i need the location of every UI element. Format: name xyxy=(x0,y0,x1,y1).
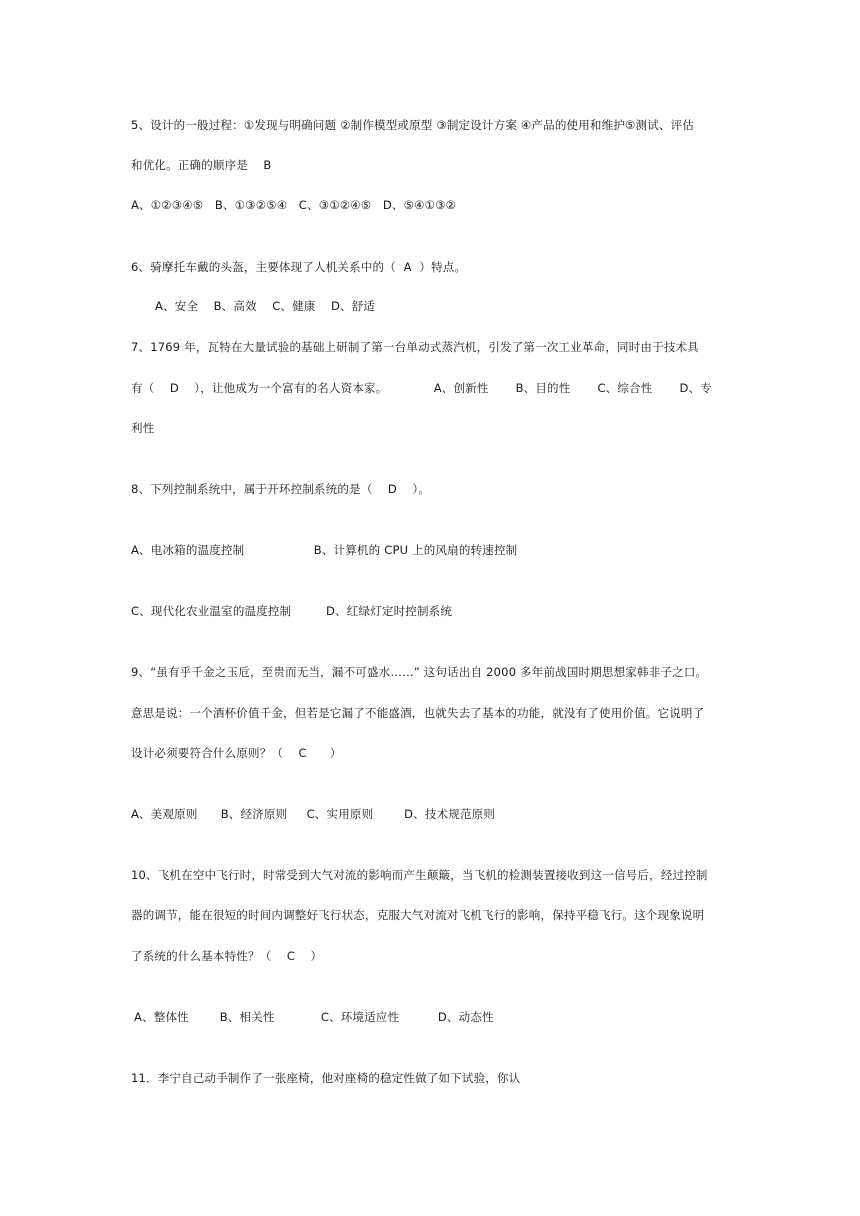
q11-stem-line1: 11．李宁自己动手制作了一张座椅，他对座椅的稳定性做了如下试验，你认 xyxy=(131,1071,521,1085)
q8-stem: 8、下列控制系统中，属于开环控制系统的是（ D ）。 xyxy=(131,482,431,496)
q5-options: A、①②③④⑤ B、①③②⑤④ C、③①②④⑤ D、⑤④①③② xyxy=(131,198,457,212)
q6-options: A、安全 B、高效 C、健康 D、舒适 xyxy=(155,299,376,313)
q10-stem-line1: 10、飞机在空中飞行时，时常受到大气对流的影响而产生颠簸，当飞机的检测装置接收到这一信号后，经过控制 xyxy=(131,868,708,882)
q7-stem-line3: 利性 xyxy=(131,421,155,435)
q9-stem-line1: 9、“虽有乎千金之玉卮，至贵而无当，漏不可盛水……” 这句话出自 2000 多年前战国时期思想家韩非子之口。 xyxy=(131,665,708,679)
q9-stem-line3: 设计必须要符合什么原则？（ C ） xyxy=(131,746,342,760)
q9-stem-line2: 意思是说：一个酒杯价值千金，但若是它漏了不能盛酒，也就失去了基本的功能，就没有了使用价值。它说明了 xyxy=(131,706,705,720)
q8-options-line1: A、电冰箱的温度控制 B、计算机的 CPU 上的风扇的转速控制 xyxy=(131,543,518,557)
q7-stem-line2: 有（ D ），让他成为一个富有的名人资本家。 A、创新性 B、目的性 C、综合性 D、专 xyxy=(131,381,712,395)
q5-stem-line2: 和优化。正确的顺序是 B xyxy=(131,158,272,172)
q7-stem-line1: 7、1769 年，瓦特在大量试验的基础上研制了第一台单动式蒸汽机，引发了第一次工业革命，同时由于技术具 xyxy=(131,340,699,354)
q10-stem-line3: 了系统的什么基本特性？（ C ） xyxy=(131,949,323,963)
q6-stem: 6、骑摩托车戴的头盔，主要体现了人机关系中的（ A ）特点。 xyxy=(131,260,467,274)
q10-stem-line2: 器的调节，能在很短的时间内调整好飞行状态，克服大气对流对飞机飞行的影响，保持平稳飞行。这个现象说明 xyxy=(131,908,705,922)
q10-options: A、整体性 B、相关性 C、环境适应性 D、动态性 xyxy=(134,1010,494,1024)
q8-options-line2: C、现代化农业温室的温度控制 D、红绿灯定时控制系统 xyxy=(131,604,453,618)
q9-options: A、美观原则 B、经济原则 C、实用原则 D、技术规范原则 xyxy=(131,807,496,821)
q5-stem-line1: 5、设计的一般过程：①发现与明确问题 ②制作模型或原型 ③制定设计方案 ④产品的使用和维护⑤测试、评估 xyxy=(131,118,695,132)
